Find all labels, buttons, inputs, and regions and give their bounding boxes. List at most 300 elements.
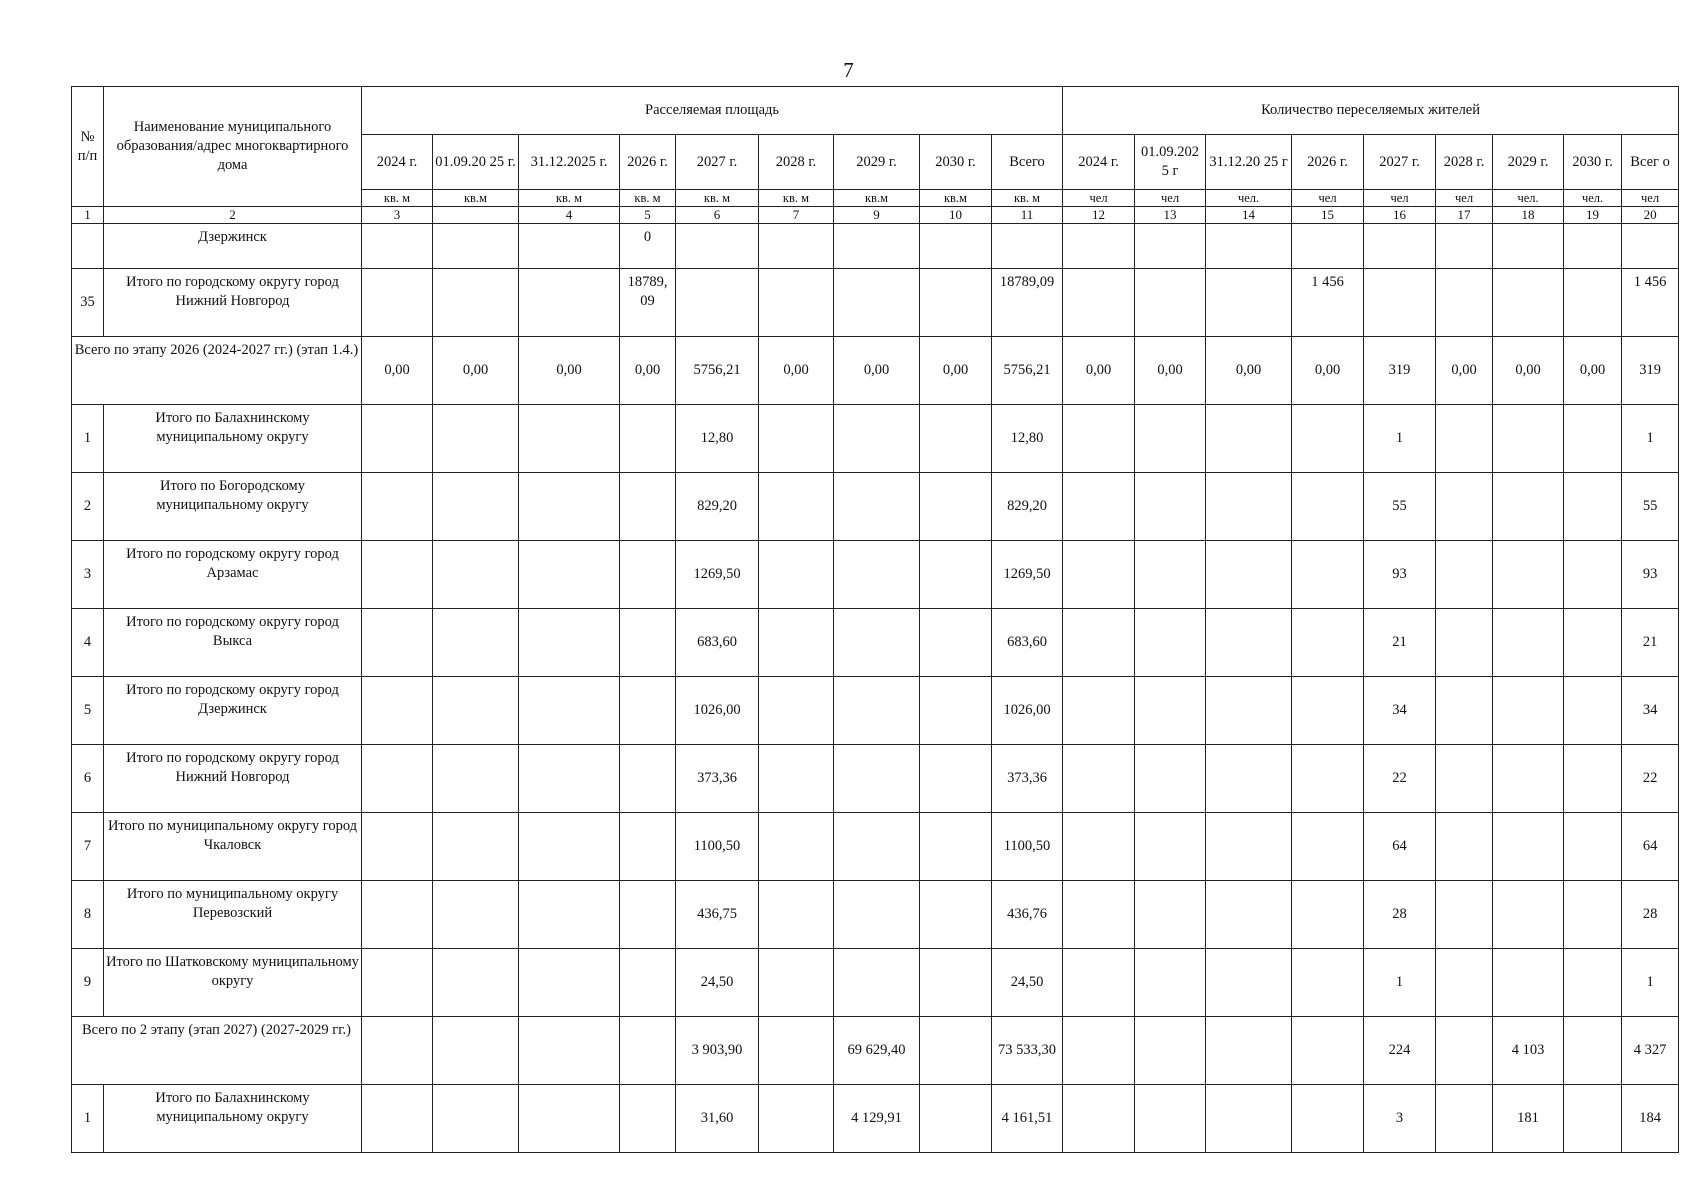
cell-value: 683,60	[676, 609, 759, 677]
cell-value: 0,00	[1206, 337, 1292, 405]
cell-value	[1364, 224, 1436, 269]
cell-value	[1564, 813, 1622, 881]
cell-value	[1206, 1017, 1292, 1085]
cell-value	[519, 405, 620, 473]
cell-value	[1436, 813, 1493, 881]
cell-value	[519, 745, 620, 813]
cell-value: 436,75	[676, 881, 759, 949]
cell-value	[834, 745, 920, 813]
row-number	[72, 224, 104, 269]
cell-value	[1564, 541, 1622, 609]
row-number: 35	[72, 269, 104, 337]
cell-value	[759, 473, 834, 541]
cell-value	[1622, 224, 1679, 269]
cell-value: 3	[1364, 1085, 1436, 1153]
area-year-header: 31.12.2025 г.	[519, 135, 620, 190]
cell-value: 21	[1622, 609, 1679, 677]
cell-value	[433, 405, 519, 473]
cell-value: 683,60	[992, 609, 1063, 677]
cell-value	[433, 745, 519, 813]
cell-value: 0,00	[433, 337, 519, 405]
residents-year-header: Всег о	[1622, 135, 1679, 190]
cell-value	[1063, 609, 1135, 677]
cell-value	[1436, 224, 1493, 269]
row-number: 7	[72, 813, 104, 881]
cell-value: 829,20	[992, 473, 1063, 541]
cell-value: 1	[1364, 949, 1436, 1017]
cell-value: 24,50	[992, 949, 1063, 1017]
cell-value	[1493, 677, 1564, 745]
cell-value: 22	[1622, 745, 1679, 813]
cell-value: 4 161,51	[992, 1085, 1063, 1153]
cell-value	[1564, 949, 1622, 1017]
cell-value: 93	[1364, 541, 1436, 609]
cell-value	[1063, 745, 1135, 813]
cell-value	[1564, 1085, 1622, 1153]
cell-value	[920, 677, 992, 745]
cell-value	[1063, 1017, 1135, 1085]
cell-value	[1206, 813, 1292, 881]
cell-value: 12,80	[676, 405, 759, 473]
column-index: 2	[104, 207, 362, 224]
cell-value	[1564, 269, 1622, 337]
cell-value	[1206, 609, 1292, 677]
cell-value	[1564, 609, 1622, 677]
residents-unit: чел	[1135, 190, 1206, 207]
header-name: Наименование муниципального образования/адрес многоквартирного дома	[104, 87, 362, 207]
area-unit: кв. м	[362, 190, 433, 207]
area-year-header: 2028 г.	[759, 135, 834, 190]
cell-value	[834, 405, 920, 473]
cell-value	[519, 541, 620, 609]
cell-value	[834, 949, 920, 1017]
cell-value	[433, 541, 519, 609]
cell-value	[433, 813, 519, 881]
cell-value	[519, 881, 620, 949]
area-year-header: 2024 г.	[362, 135, 433, 190]
cell-value	[1292, 881, 1364, 949]
area-year-header: 2029 г.	[834, 135, 920, 190]
column-index: 3	[362, 207, 433, 224]
cell-value	[1135, 881, 1206, 949]
header-residents-group: Количество переселяемых жителей	[1063, 87, 1679, 135]
cell-value	[620, 881, 676, 949]
column-index: 19	[1564, 207, 1622, 224]
cell-value	[1564, 473, 1622, 541]
row-number: 6	[72, 745, 104, 813]
cell-value: 0,00	[519, 337, 620, 405]
table-row	[72, 269, 1679, 337]
cell-value: 55	[1364, 473, 1436, 541]
area-year-header: 2026 г.	[620, 135, 676, 190]
row-name: Итого по муниципальному округу Перевозский	[104, 881, 362, 949]
cell-value	[620, 473, 676, 541]
column-index: 15	[1292, 207, 1364, 224]
cell-value: 1 456	[1292, 269, 1364, 337]
cell-value	[1135, 473, 1206, 541]
residents-year-header: 01.09.202 5 г	[1135, 135, 1206, 190]
cell-value	[1206, 541, 1292, 609]
cell-value: 0,00	[1135, 337, 1206, 405]
cell-value	[834, 473, 920, 541]
cell-value	[362, 949, 433, 1017]
cell-value	[1063, 813, 1135, 881]
column-index: 17	[1436, 207, 1493, 224]
cell-value: 1269,50	[992, 541, 1063, 609]
cell-value	[1292, 1085, 1364, 1153]
page-number: 7	[843, 58, 854, 82]
row-number: 1	[72, 1085, 104, 1153]
cell-value	[920, 1017, 992, 1085]
cell-value	[1135, 224, 1206, 269]
cell-value	[759, 813, 834, 881]
cell-value: 1100,50	[992, 813, 1063, 881]
cell-value: 0,00	[1564, 337, 1622, 405]
cell-value	[834, 881, 920, 949]
column-index: 5	[620, 207, 676, 224]
cell-value	[920, 269, 992, 337]
cell-value: 4 103	[1493, 1017, 1564, 1085]
cell-value	[519, 1085, 620, 1153]
column-index: 12	[1063, 207, 1135, 224]
cell-value: 31,60	[676, 1085, 759, 1153]
cell-value	[433, 609, 519, 677]
cell-value: 1269,50	[676, 541, 759, 609]
residents-year-header: 2029 г.	[1493, 135, 1564, 190]
cell-value	[1206, 881, 1292, 949]
cell-value: 34	[1622, 677, 1679, 745]
cell-value	[1206, 1085, 1292, 1153]
cell-value	[519, 269, 620, 337]
cell-value	[519, 813, 620, 881]
column-index: 16	[1364, 207, 1436, 224]
cell-value: 73 533,30	[992, 1017, 1063, 1085]
cell-value: 224	[1364, 1017, 1436, 1085]
cell-value: 1	[1622, 949, 1679, 1017]
cell-value	[362, 224, 433, 269]
cell-value: 55	[1622, 473, 1679, 541]
cell-value: 21	[1364, 609, 1436, 677]
cell-value: 18789,09	[992, 269, 1063, 337]
cell-value	[992, 224, 1063, 269]
area-unit: кв. м	[992, 190, 1063, 207]
cell-value: 1100,50	[676, 813, 759, 881]
cell-value	[362, 881, 433, 949]
table-row	[72, 949, 1679, 1017]
cell-value: 0,00	[1493, 337, 1564, 405]
cell-value	[1135, 269, 1206, 337]
table-row	[72, 881, 1679, 949]
cell-value	[676, 269, 759, 337]
cell-value	[920, 1085, 992, 1153]
column-index: 9	[834, 207, 920, 224]
cell-value	[433, 269, 519, 337]
cell-value: 1	[1622, 405, 1679, 473]
header-no: № п/п	[72, 87, 104, 207]
cell-value	[1436, 1017, 1493, 1085]
cell-value	[759, 541, 834, 609]
cell-value	[620, 813, 676, 881]
cell-value	[1063, 269, 1135, 337]
cell-value	[1206, 405, 1292, 473]
cell-value	[759, 677, 834, 745]
cell-value	[519, 949, 620, 1017]
cell-value	[1135, 677, 1206, 745]
cell-value	[362, 745, 433, 813]
cell-value	[362, 1085, 433, 1153]
cell-value	[620, 1017, 676, 1085]
cell-value	[834, 677, 920, 745]
cell-value	[1493, 881, 1564, 949]
cell-value	[620, 745, 676, 813]
cell-value: 436,76	[992, 881, 1063, 949]
cell-value: 3 903,90	[676, 1017, 759, 1085]
cell-value: 184	[1622, 1085, 1679, 1153]
cell-value	[759, 949, 834, 1017]
cell-value	[834, 609, 920, 677]
table-row	[72, 1017, 1679, 1085]
cell-value	[433, 1085, 519, 1153]
cell-value	[759, 881, 834, 949]
cell-value	[1292, 224, 1364, 269]
cell-value	[1063, 1085, 1135, 1153]
cell-value	[1206, 677, 1292, 745]
cell-value	[519, 224, 620, 269]
column-index: 18	[1493, 207, 1564, 224]
row-name: Всего по этапу 2026 (2024-2027 гг.) (этап 1.4.)	[72, 337, 362, 405]
cell-value: 0,00	[1063, 337, 1135, 405]
table-row	[72, 405, 1679, 473]
cell-value	[1063, 473, 1135, 541]
cell-value	[1493, 405, 1564, 473]
row-number: 3	[72, 541, 104, 609]
cell-value	[834, 224, 920, 269]
cell-value	[1135, 745, 1206, 813]
cell-value	[1493, 224, 1564, 269]
cell-value	[362, 813, 433, 881]
cell-value	[1292, 813, 1364, 881]
column-index: 11	[992, 207, 1063, 224]
cell-value: 0,00	[834, 337, 920, 405]
row-name: Итого по Балахнинскому муниципальному округу	[104, 1085, 362, 1153]
row-number: 8	[72, 881, 104, 949]
row-name: Дзержинск	[104, 224, 362, 269]
cell-value	[620, 609, 676, 677]
cell-value	[1493, 269, 1564, 337]
cell-value	[1493, 473, 1564, 541]
cell-value	[433, 224, 519, 269]
area-unit: кв. м	[676, 190, 759, 207]
cell-value	[1206, 949, 1292, 1017]
cell-value	[433, 949, 519, 1017]
residents-unit: чел	[1292, 190, 1364, 207]
cell-value	[1292, 473, 1364, 541]
cell-value	[1135, 609, 1206, 677]
cell-value	[1564, 677, 1622, 745]
area-unit: кв.м	[433, 190, 519, 207]
column-index: 4	[519, 207, 620, 224]
cell-value	[920, 224, 992, 269]
cell-value	[1135, 949, 1206, 1017]
cell-value: 1	[1364, 405, 1436, 473]
row-name: Итого по городскому округу город Нижний Новгород	[104, 745, 362, 813]
cell-value	[1292, 949, 1364, 1017]
cell-value	[1206, 745, 1292, 813]
cell-value: 5756,21	[992, 337, 1063, 405]
cell-value: 1026,00	[992, 677, 1063, 745]
cell-value	[362, 269, 433, 337]
cell-value: 28	[1364, 881, 1436, 949]
cell-value	[1292, 609, 1364, 677]
cell-value	[1436, 473, 1493, 541]
row-number: 4	[72, 609, 104, 677]
residents-year-header: 2024 г.	[1063, 135, 1135, 190]
cell-value: 69 629,40	[834, 1017, 920, 1085]
cell-value	[920, 405, 992, 473]
cell-value: 0,00	[759, 337, 834, 405]
cell-value	[433, 677, 519, 745]
area-year-header: 2027 г.	[676, 135, 759, 190]
cell-value	[1436, 269, 1493, 337]
cell-value	[519, 1017, 620, 1085]
row-name: Итого по Богородскому муниципальному округу	[104, 473, 362, 541]
cell-value	[1206, 269, 1292, 337]
cell-value	[1493, 609, 1564, 677]
row-name: Итого по муниципальному округу город Чкаловск	[104, 813, 362, 881]
cell-value: 4 129,91	[834, 1085, 920, 1153]
cell-value	[920, 745, 992, 813]
cell-value	[362, 473, 433, 541]
cell-value	[1564, 1017, 1622, 1085]
cell-value: 34	[1364, 677, 1436, 745]
row-number: 5	[72, 677, 104, 745]
cell-value	[1063, 677, 1135, 745]
cell-value	[1135, 541, 1206, 609]
cell-value: 829,20	[676, 473, 759, 541]
row-name: Итого по Шатковскому муниципальному округу	[104, 949, 362, 1017]
column-index: 20	[1622, 207, 1679, 224]
cell-value	[620, 405, 676, 473]
cell-value: 0	[620, 224, 676, 269]
resettlement-table	[71, 86, 1679, 1153]
cell-value	[1436, 881, 1493, 949]
cell-value	[1063, 541, 1135, 609]
residents-unit: чел.	[1206, 190, 1292, 207]
cell-value	[759, 1017, 834, 1085]
cell-value: 5756,21	[676, 337, 759, 405]
cell-value: 93	[1622, 541, 1679, 609]
cell-value	[1292, 1017, 1364, 1085]
table-row	[72, 745, 1679, 813]
cell-value	[1436, 745, 1493, 813]
cell-value: 319	[1364, 337, 1436, 405]
cell-value	[1206, 473, 1292, 541]
cell-value	[1206, 224, 1292, 269]
cell-value	[1292, 405, 1364, 473]
cell-value	[834, 813, 920, 881]
row-name: Всего по 2 этапу (этап 2027) (2027-2029 гг.)	[72, 1017, 362, 1085]
cell-value: 4 327	[1622, 1017, 1679, 1085]
cell-value	[1493, 813, 1564, 881]
area-year-header: 01.09.20 25 г.	[433, 135, 519, 190]
table-row	[72, 337, 1679, 405]
row-number: 2	[72, 473, 104, 541]
table-row	[72, 541, 1679, 609]
area-unit: кв. м	[620, 190, 676, 207]
cell-value	[834, 541, 920, 609]
residents-unit: чел.	[1493, 190, 1564, 207]
cell-value: 1 456	[1622, 269, 1679, 337]
cell-value	[620, 1085, 676, 1153]
cell-value	[1436, 949, 1493, 1017]
cell-value	[759, 405, 834, 473]
row-name: Итого по городскому округу город Арзамас	[104, 541, 362, 609]
table-row	[72, 473, 1679, 541]
area-year-header: Всего	[992, 135, 1063, 190]
cell-value	[519, 677, 620, 745]
cell-value: 22	[1364, 745, 1436, 813]
cell-value	[1436, 609, 1493, 677]
column-index: 6	[676, 207, 759, 224]
area-year-header: 2030 г.	[920, 135, 992, 190]
column-index: 13	[1135, 207, 1206, 224]
row-name: Итого по Балахнинскому муниципальному округу	[104, 405, 362, 473]
cell-value	[1564, 224, 1622, 269]
cell-value	[433, 1017, 519, 1085]
cell-value	[433, 881, 519, 949]
cell-value	[433, 473, 519, 541]
cell-value	[1063, 949, 1135, 1017]
cell-value	[1135, 405, 1206, 473]
cell-value	[362, 1017, 433, 1085]
residents-unit: чел	[1436, 190, 1493, 207]
residents-year-header: 2028 г.	[1436, 135, 1493, 190]
cell-value	[1436, 405, 1493, 473]
residents-unit: чел	[1622, 190, 1679, 207]
row-name: Итого по городскому округу город Выкса	[104, 609, 362, 677]
cell-value	[1493, 745, 1564, 813]
row-name: Итого по городскому округу город Нижний Новгород	[104, 269, 362, 337]
area-unit: кв.м	[834, 190, 920, 207]
cell-value	[759, 224, 834, 269]
cell-value	[759, 269, 834, 337]
cell-value	[1063, 881, 1135, 949]
cell-value	[1063, 405, 1135, 473]
cell-value	[519, 473, 620, 541]
residents-year-header: 2026 г.	[1292, 135, 1364, 190]
cell-value	[1493, 541, 1564, 609]
cell-value: 28	[1622, 881, 1679, 949]
cell-value	[1135, 1085, 1206, 1153]
column-index: 10	[920, 207, 992, 224]
cell-value: 373,36	[676, 745, 759, 813]
cell-value	[1493, 949, 1564, 1017]
header-area-group: Расселяемая площадь	[362, 87, 1063, 135]
table-row	[72, 609, 1679, 677]
row-number: 9	[72, 949, 104, 1017]
cell-value: 1026,00	[676, 677, 759, 745]
cell-value: 0,00	[1292, 337, 1364, 405]
table-row	[72, 813, 1679, 881]
cell-value	[620, 949, 676, 1017]
cell-value	[759, 609, 834, 677]
table-row	[72, 1085, 1679, 1153]
cell-value: 0,00	[620, 337, 676, 405]
cell-value: 24,50	[676, 949, 759, 1017]
residents-year-header: 31.12.20 25 г	[1206, 135, 1292, 190]
cell-value: 64	[1364, 813, 1436, 881]
cell-value	[1436, 1085, 1493, 1153]
